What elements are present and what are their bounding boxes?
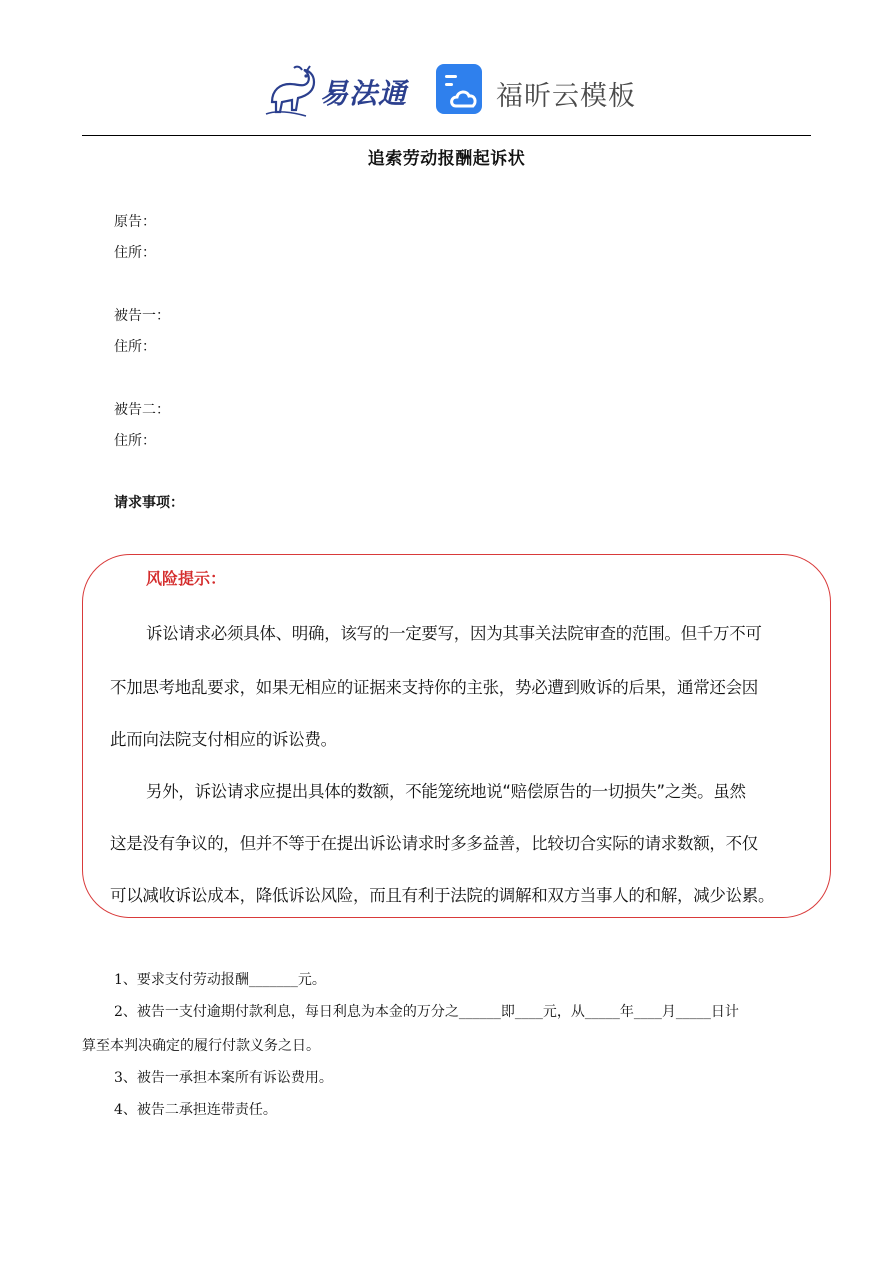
document-title: 追索劳动报酬起诉状	[367, 149, 526, 169]
claim-item-3: 3、被告一承担本案所有诉讼费用。	[114, 1070, 333, 1086]
risk-notice-line: 不加思考地乱要求，如果无相应的证据来支持你的主张，势必遭到败诉的后果，通常还会因	[110, 678, 759, 697]
defendant1-label: 被告一：	[114, 308, 170, 324]
risk-notice-line: 可以减收诉讼成本，降低诉讼风险，而且有利于法院的调解和双方当事人的和解，减少讼累。	[110, 886, 775, 905]
risk-notice-title: 风险提示：	[146, 569, 227, 588]
foxit-template-logo	[436, 64, 646, 118]
risk-notice-line: 这是没有争议的，但并不等于在提出诉讼请求时多多益善，比较切合实际的请求数额，不仅	[110, 834, 759, 853]
claim-item-2: 2、被告一支付逾期付款利息，每日利息为本金的万分之______即____元，从_____年____月_____日计	[114, 1004, 739, 1020]
risk-notice-line: 此而向法院支付相应的诉讼费。	[110, 730, 337, 749]
defendant1-address-label: 住所：	[114, 339, 156, 355]
defendant2-label: 被告二：	[114, 402, 170, 418]
claim-item-1: 1、要求支付劳动报酬_______元。	[114, 972, 326, 988]
qilin-mascot-icon	[262, 62, 320, 120]
defendant2-address-label: 住所：	[114, 433, 156, 449]
claims-heading: 请求事项：	[114, 495, 184, 511]
header-divider	[82, 135, 811, 136]
yifatong-logo	[262, 62, 414, 120]
brand-left-name: 易法通	[320, 77, 408, 110]
brand-right-name: 福昕云模板	[496, 81, 636, 112]
claim-item-2-continued: 算至本判决确定的履行付款义务之日。	[82, 1038, 320, 1054]
cloud-document-icon	[436, 64, 486, 114]
risk-notice-line: 另外，诉讼请求应提出具体的数额，不能笼统地说“赔偿原告的一切损失”之类。虽然	[146, 782, 746, 801]
plaintiff-address-label: 住所：	[114, 245, 156, 261]
claim-item-4: 4、被告二承担连带责任。	[114, 1102, 277, 1118]
plaintiff-label: 原告：	[114, 214, 156, 230]
page-header	[0, 58, 893, 128]
risk-notice-line: 诉讼请求必须具体、明确，该写的一定要写，因为其事关法院审查的范围。但千万不可	[146, 624, 762, 643]
